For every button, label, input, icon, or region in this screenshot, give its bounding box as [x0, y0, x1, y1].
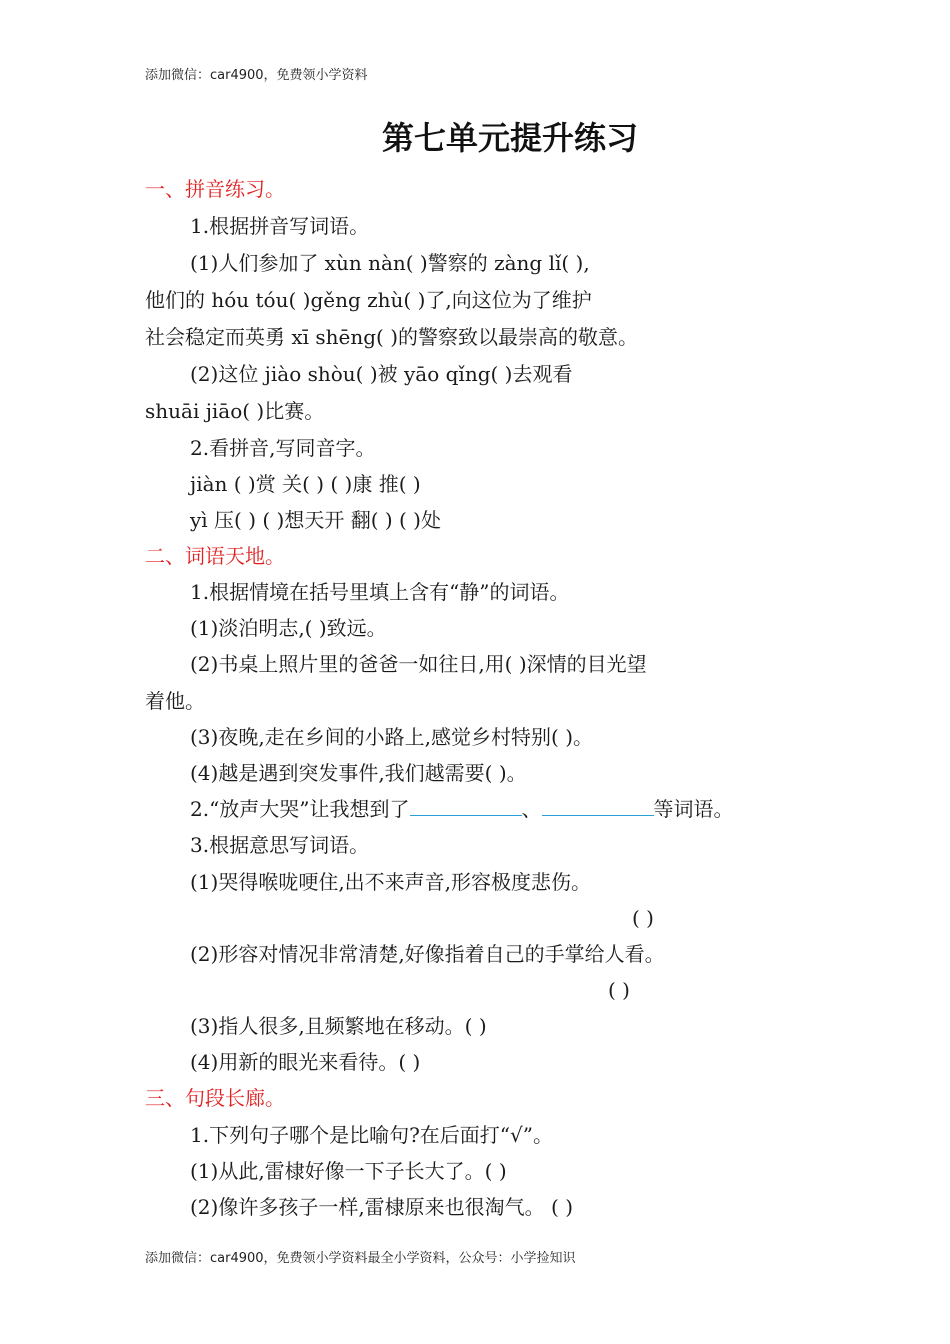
page-header: 添加微信：car4900，免费领小学资料: [145, 68, 368, 83]
answer-blank-1[interactable]: [410, 797, 522, 816]
exercise-line: 3.根据意思写词语。: [190, 833, 370, 857]
exercise-line: 着他。: [145, 689, 205, 713]
exercise-line: (3)指人很多,且频繁地在移动。( ): [190, 1014, 487, 1038]
exercise-line: 1.根据拼音写词语。: [190, 214, 370, 238]
exercise-line: (1)淡泊明志,( )致远。: [190, 616, 387, 640]
exercise-line: (3)夜晚,走在乡间的小路上,感觉乡村特别( )。: [190, 725, 594, 749]
exercise-line: shuāi jiāo( )比赛。: [145, 399, 325, 423]
exercise-line: 1.下列句子哪个是比喻句?在后面打“√”。: [190, 1123, 553, 1147]
exercise-line: 2.看拼音,写同音字。: [190, 436, 376, 460]
section-heading: 一、拼音练习。: [145, 177, 285, 201]
section-heading: 三、句段长廊。: [145, 1086, 285, 1110]
fill-before: 2.“放声大哭”让我想到了: [190, 797, 410, 821]
fill-after: 等词语。: [653, 797, 734, 821]
page-title: 第七单元提升练习: [381, 119, 638, 157]
exercise-line: (2)像许多孩子一样,雷棣原来也很淘气。 ( ): [190, 1195, 574, 1219]
exercise-line: (2)这位 jiào shòu( )被 yāo qǐng( )去观看: [190, 362, 573, 386]
section-heading: 二、词语天地。: [145, 544, 285, 568]
exercise-line: 社会稳定而英勇 xī shēng( )的警察致以最崇高的敬意。: [145, 325, 639, 349]
fill-middle: 、: [521, 797, 542, 821]
exercise-line: (2)形容对情况非常清楚,好像指着自己的手掌给人看。: [190, 942, 665, 966]
exercise-line: 他们的 hóu tóu( )gěng zhù( )了,向这位为了维护: [145, 288, 592, 312]
exercise-line: ( ): [632, 906, 654, 930]
exercise-line: ( ): [608, 978, 630, 1002]
exercise-line: (4)越是遇到突发事件,我们越需要( )。: [190, 761, 527, 785]
page-footer: 添加微信：car4900，免费领小学资料最全小学资料，公众号：小学捡知识: [145, 1251, 576, 1266]
exercise-line: 1.根据情境在括号里填上含有“静”的词语。: [190, 580, 570, 604]
exercise-line: (4)用新的眼光来看待。( ): [190, 1050, 421, 1074]
exercise-line: (1)从此,雷棣好像一下子长大了。( ): [190, 1159, 507, 1183]
exercise-line: (1)人们参加了 xùn nàn( )警察的 zàng lǐ( ),: [190, 251, 590, 275]
exercise-line: (2)书桌上照片里的爸爸一如往日,用( )深情的目光望: [190, 652, 647, 676]
fill-in-line: [190, 796, 734, 822]
exercise-line: (1)哭得喉咙哽住,出不来声音,形容极度悲伤。: [190, 870, 592, 894]
exercise-line: yì 压( ) ( )想天开 翻( ) ( )处: [190, 508, 441, 532]
answer-blank-2[interactable]: [542, 797, 654, 816]
exercise-line: jiàn ( )赏 关( ) ( )康 推( ): [190, 472, 421, 496]
